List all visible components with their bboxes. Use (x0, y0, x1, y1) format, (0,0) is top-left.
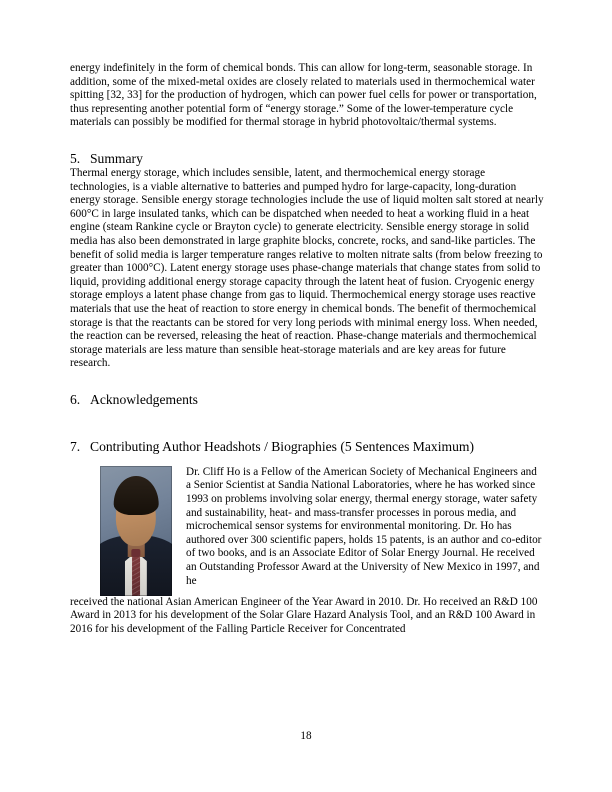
section-title-acknowledgements: Acknowledgements (90, 391, 198, 407)
section-heading-acknowledgements (70, 391, 544, 408)
headshot-tie (132, 557, 140, 596)
author-headshot-image (100, 466, 172, 596)
section-title-biographies: Contributing Author Headshots / Biographies (5 Sentences Maximum) (90, 438, 474, 454)
intro-paragraph: energy indefinitely in the form of chemical bonds. This can allow for long-term, seasonable storage. In addition, some of the mixed-metal oxides are closely related to materials used in thermochemical water spitting [32, 33] for the production of hydrogen, which can power fuel cells for power or transportation, thus representing another potential form of “energy storage.” Some of the lower-temperature cycle materials can possibly be modified for thermal storage in hybrid photovoltaic/thermal systems. (70, 62, 537, 129)
spacer-before-acknowledgements (70, 371, 544, 391)
spacer-before-summary (70, 130, 544, 150)
summary-paragraph: Thermal energy storage, which includes sensible, latent, and thermochemical energy storage technologies, is a viable alternative to batteries and pumped hydro for large-capacity, long-duration energy storage. Sensible energy storage technologies include the use of liquid molten salt stored at nearly 600°C in large insulated tanks, which can be dispatched when needed to heat a working fluid in a heat engine (steam Rankine cycle or Brayton cycle) to generate electricity. Sensible energy storage in solid media has also been demonstrated in large graphite blocks, concrete, rocks, and sand-like particles. The benefit of solid media is larger temperature ranges relative to molten nitrate salts (from below freezing to greater than 1000°C). Latent energy storage uses phase-change materials that change states from solid to liquid, providing additional energy storage capacity through the latent heat of fusion. Cryogenic energy storage employs a latent phase change from gas to liquid. Thermochemical energy storage uses reactive materials that use the heat of reaction to store energy in chemical bonds. The benefit of thermochemical storage is that the reactants can be stored for very long periods with minimal energy loss. When needed, the reaction can be reversed, releasing the heat of reaction. Phase-change materials and thermochemical storage materials are less mature than sensible heat-storage materials and are key areas for future research. (70, 166, 544, 370)
page-content (70, 62, 544, 637)
section-heading-biographies (70, 438, 544, 455)
biography-block (70, 466, 544, 596)
page-number: 18 (300, 730, 312, 742)
section-title-summary: Summary (90, 150, 143, 166)
spacer-before-biographies (70, 408, 544, 438)
biography-continued-text: received the national Asian American Engineer of the Year Award in 2010. Dr. Ho received an R&D 100 Award in 2013 for his development of the Solar Glare Hazard Analysis Tool, and an R&D 100 Award in 2016 for his development of the Falling Particle Receiver for Concentrated (70, 595, 538, 636)
headshot-tie-knot (131, 549, 140, 557)
section-number-6: 6. (70, 391, 81, 407)
section-heading-summary (70, 150, 544, 167)
biography-wrapped-text: Dr. Cliff Ho is a Fellow of the American Society of Mechanical Engineers and a Senior Scientist at Sandia National Laboratories, where he has worked since 1993 on problems involving solar energy, thermal energy storage, water safety and sustainability, heat- and mass-transfer processes in porous media, and microchemical sensor systems for environmental monitoring. Dr. Ho has authored over 300 scientific papers, holds 15 patents, is an author and co-editor of two books, and is an Associate Editor of Solar Energy Journal. He received an Outstanding Professor Award at the University of New Mexico in 1997, and he (186, 465, 542, 587)
section-number-5: 5. (70, 150, 81, 166)
spacer-before-bio (70, 455, 544, 466)
section-number-7: 7. (70, 438, 81, 454)
